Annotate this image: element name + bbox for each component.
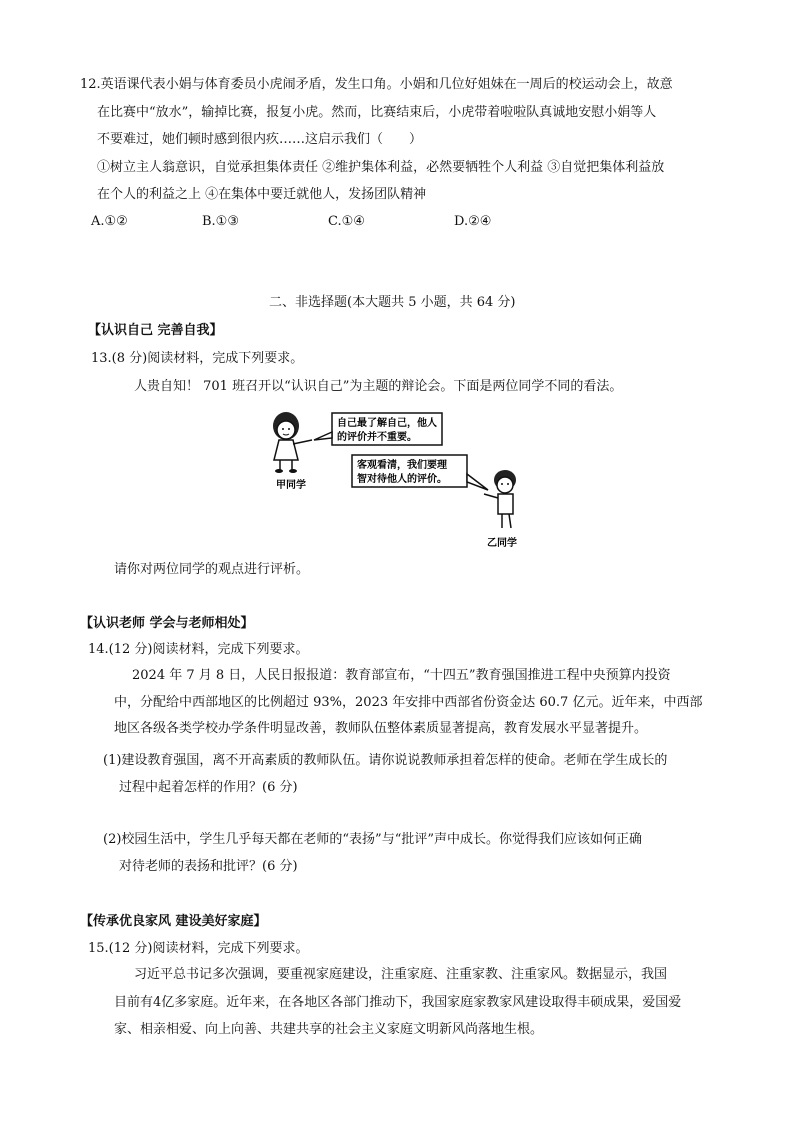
unit-heading-family: 【传承优良家风 建设美好家庭】 (80, 914, 267, 929)
debate-cartoon (262, 408, 522, 553)
q15-material-line-1: 习近平总书记多次强调，要重视家庭建设，注重家庭、注重家教、注重家风。数据显示，我国 (134, 967, 668, 982)
q12-line-3: 不要难过，她们顿时感到很内疚……这启示我们（ ） (97, 132, 423, 147)
q12-option-b[interactable]: B.①③ (202, 214, 239, 229)
label-student-b: 乙同学 (487, 538, 517, 549)
q14-sub2-line-1: (2)校园生活中，学生几乎每天都在老师的“表扬”与“批评”声中成长。你觉得我们应该如何正确 (103, 832, 642, 847)
speech-bubble-a (314, 413, 442, 445)
q12-statement-line-2: 在个人的利益之上 ④在集体中要迁就他人，发扬团队精神 (97, 187, 427, 202)
unit-heading-self: 【认识自己 完善自我】 (88, 323, 223, 338)
q12-option-d[interactable]: D.②④ (454, 214, 492, 229)
q14-sub2-line-2: 对待老师的表扬和批评？(6 分) (119, 859, 298, 874)
q14-material-line-1: 2024 年 7 月 8 日，人民日报报道：教育部宣布，“十四五”教育强国推进工程中央预算内投资 (132, 668, 671, 683)
q15-material-line-2: 目前有4亿多家庭。近年来，在各地区各部门推动下，我国家庭家教家风建设取得丰硕成果，爱国爱 (114, 995, 682, 1010)
q15-stem: 15.(12 分)阅读材料，完成下列要求。 (88, 941, 309, 956)
speech-bubble-b (352, 455, 488, 490)
unit-heading-teacher: 【认识老师 学会与老师相处】 (80, 616, 254, 631)
q12-option-a[interactable]: A.①② (91, 214, 128, 229)
q13-stem: 13.(8 分)阅读材料，完成下列要求。 (91, 351, 304, 366)
q12-line-2: 在比赛中“放水”，输掉比赛，报复小虎。然而，比赛结束后，小虎带着啦啦队真诚地安慰小娟等人 (97, 105, 657, 120)
bubble-a-line-2: 的评价并不重要。 (337, 432, 417, 443)
q13-question: 请你对两位同学的观点进行评析。 (114, 562, 310, 577)
q13-material: 人贵自知！ 701 班召开以“认识自己”为主题的辩论会。下面是两位同学不同的看法。 (134, 379, 623, 394)
q14-sub1-line-1: (1)建设教育强国，离不开高素质的教师队伍。请你说说教师承担着怎样的使命。老师在学生成长的 (103, 753, 668, 768)
boy-figure-icon (484, 470, 516, 528)
q14-material-line-2: 中，分配给中西部地区的比例超过 93%，2023 年安排中西部省份资金达 60.7 亿元。近年来，中西部 (114, 695, 703, 710)
bubble-a-line-1: 自己最了解自己，他人 (337, 418, 437, 429)
q12-line-1: 12.英语课代表小娟与体育委员小虎闹矛盾，发生口角。小娟和几位好姐妹在一周后的校运动会上，故意 (80, 77, 673, 92)
q14-sub1-line-2: 过程中起着怎样的作用？(6 分) (119, 780, 298, 795)
bubble-b-line-1: 客观看清，我们要理 (357, 460, 447, 471)
q12-option-c[interactable]: C.①④ (328, 214, 365, 229)
q14-material-line-3: 地区各级各类学校办学条件明显改善，教师队伍整体素质显著提高，教育发展水平显著提升。 (114, 721, 648, 736)
q15-material-line-3: 家、相亲相爱、向上向善、共建共享的社会主义家庭文明新风尚落地生根。 (114, 1022, 544, 1037)
bubble-b-line-2: 智对待他人的评价。 (357, 474, 447, 485)
girl-figure-icon (273, 412, 312, 473)
q14-stem: 14.(12 分)阅读材料，完成下列要求。 (88, 642, 309, 657)
q12-statement-line-1: ①树立主人翁意识，自觉承担集体责任 ②维护集体利益，必然要牺牲个人利益 ③自觉把集体利益放 (97, 160, 665, 175)
section-title: 二、非选择题(本大题共 5 小题，共 64 分) (269, 295, 516, 310)
label-student-a: 甲同学 (276, 480, 306, 491)
